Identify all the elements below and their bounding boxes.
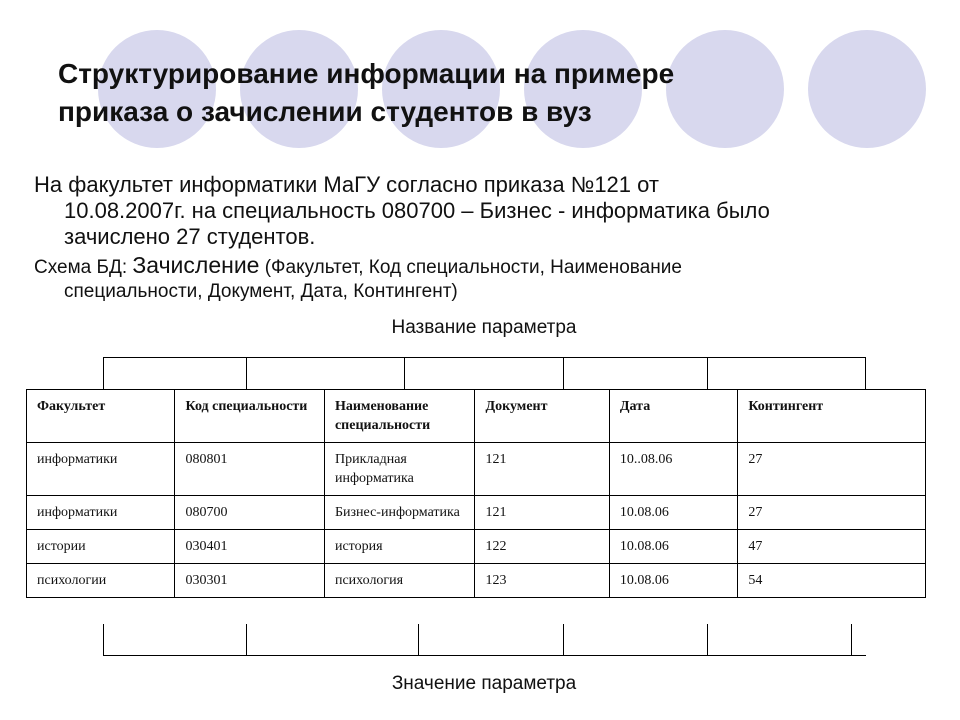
bracket-tick xyxy=(851,624,852,656)
paragraph-line: 10.08.2007г. на специальность 080700 – Бизнес - информатика было xyxy=(64,198,770,223)
bracket-tick xyxy=(103,357,104,389)
table-cell: психология xyxy=(324,564,475,598)
schema-name: Зачисление xyxy=(132,252,260,278)
slide-title xyxy=(58,55,878,131)
schema-fields: (Факультет, Код специальности, Наименование xyxy=(259,257,682,278)
title-line: Структурирование информации на примере xyxy=(58,58,675,89)
table-cell: 123 xyxy=(475,564,609,598)
table-cell: информатики xyxy=(27,496,175,530)
caption-parameter-value: Значение параметра xyxy=(391,673,577,694)
column-header: Факультет xyxy=(27,390,175,443)
column-header: Документ xyxy=(475,390,609,443)
table-cell: 121 xyxy=(475,443,609,496)
table-row xyxy=(27,564,926,598)
schema-paragraph xyxy=(34,253,934,304)
bracket-tick xyxy=(563,357,564,389)
bracket-line xyxy=(103,357,866,358)
intro-paragraph xyxy=(34,172,934,250)
column-header: Контингент xyxy=(738,390,926,443)
table-cell: Прикладная информатика xyxy=(324,443,475,496)
table-cell: 47 xyxy=(738,530,926,564)
table-cell: 27 xyxy=(738,443,926,496)
table-cell: 080801 xyxy=(175,443,324,496)
caption-parameter-name: Название параметра xyxy=(391,317,577,338)
table-cell: 030301 xyxy=(175,564,324,598)
table-cell: 10.08.06 xyxy=(609,496,737,530)
bracket-tick xyxy=(246,357,247,389)
table-row xyxy=(27,496,926,530)
table-cell: 122 xyxy=(475,530,609,564)
table-header-row xyxy=(27,390,926,443)
bracket-tick xyxy=(707,624,708,656)
table-cell: 10..08.06 xyxy=(609,443,737,496)
table-row xyxy=(27,443,926,496)
paragraph-line: зачислено 27 студентов. xyxy=(64,224,316,249)
bracket-tick xyxy=(707,357,708,389)
bracket-tick xyxy=(418,624,419,656)
table-cell: истории xyxy=(27,530,175,564)
column-header: Код специальности xyxy=(175,390,324,443)
bracket-tick xyxy=(103,624,104,656)
schema-prefix: Схема БД: xyxy=(34,257,133,278)
table-cell: 121 xyxy=(475,496,609,530)
bracket-tick xyxy=(563,624,564,656)
column-header: Дата xyxy=(609,390,737,443)
title-line: приказа о зачислении студентов в вуз xyxy=(58,96,592,127)
table-cell: 030401 xyxy=(175,530,324,564)
table-row xyxy=(27,530,926,564)
schema-line: специальности, Документ, Дата, Контингент) xyxy=(64,281,458,302)
table-cell: 54 xyxy=(738,564,926,598)
bracket-line xyxy=(103,655,866,656)
table-cell: информатики xyxy=(27,443,175,496)
table-cell: 080700 xyxy=(175,496,324,530)
bracket-tick xyxy=(404,357,405,389)
table-cell: 10.08.06 xyxy=(609,530,737,564)
table-cell: психологии xyxy=(27,564,175,598)
enrollment-table xyxy=(26,389,926,598)
bracket-tick xyxy=(865,357,866,389)
paragraph-line: На факультет информатики МаГУ согласно приказа №121 от xyxy=(34,172,659,197)
column-header: Наименование специальности xyxy=(324,390,475,443)
schema-line xyxy=(34,253,934,280)
table-cell: Бизнес-информатика xyxy=(324,496,475,530)
table-cell: 10.08.06 xyxy=(609,564,737,598)
bracket-tick xyxy=(246,624,247,656)
table-cell: история xyxy=(324,530,475,564)
table-cell: 27 xyxy=(738,496,926,530)
